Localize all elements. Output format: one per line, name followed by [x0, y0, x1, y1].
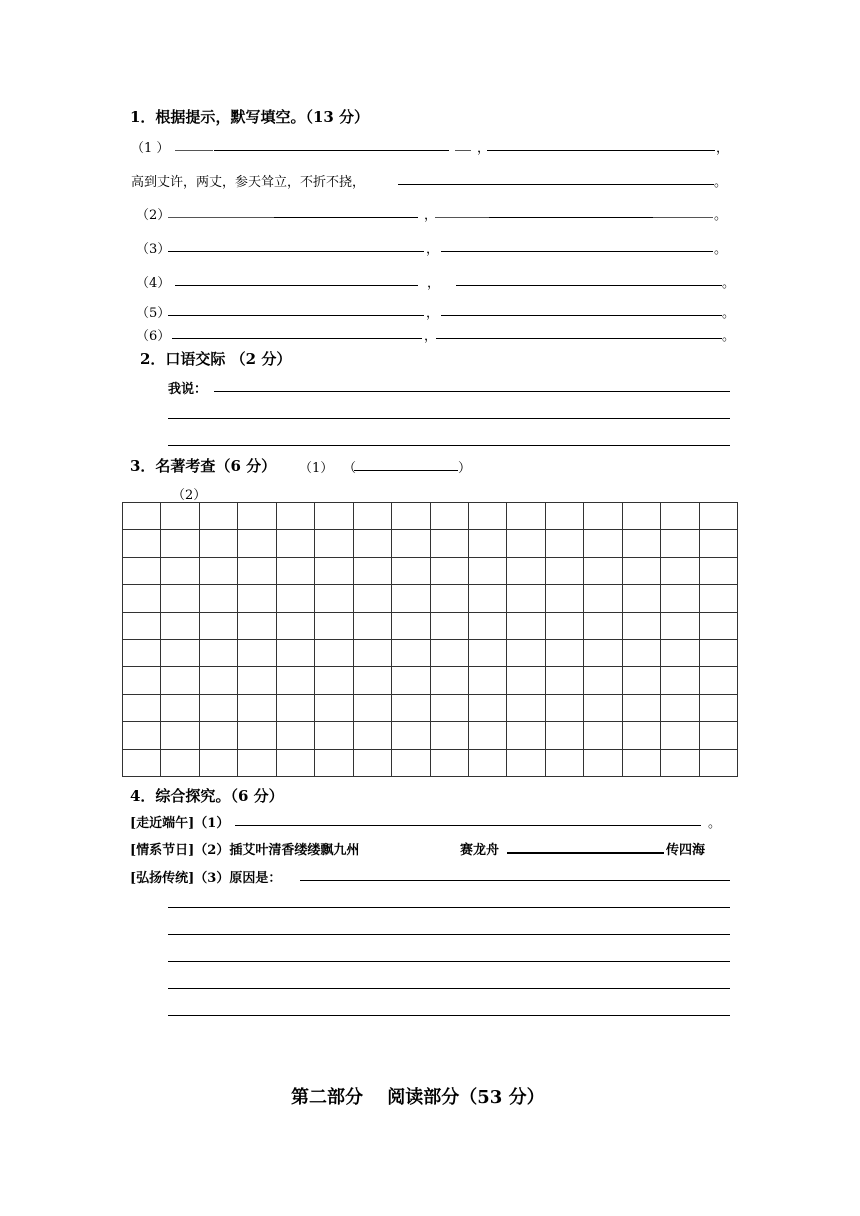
grid-cell[interactable]: [584, 503, 622, 530]
q1-item-6-blank-b[interactable]: [436, 338, 722, 339]
q2-prompt: 我说：: [168, 382, 208, 397]
grid-row: [123, 694, 738, 721]
grid-cell[interactable]: [199, 667, 237, 694]
grid-cell[interactable]: [276, 722, 314, 749]
grid-cell[interactable]: [507, 612, 545, 639]
q2-answer-line-1[interactable]: [214, 391, 730, 392]
grid-cell[interactable]: [161, 749, 199, 776]
grid-cell[interactable]: [545, 722, 583, 749]
grid-cell[interactable]: [430, 557, 468, 584]
grid-cell[interactable]: [315, 639, 353, 666]
q1-item-3-blank-b[interactable]: [441, 251, 713, 252]
period: 。: [714, 208, 728, 223]
grid-cell[interactable]: [353, 749, 391, 776]
comma: ，: [424, 329, 438, 344]
grid-cell[interactable]: [315, 694, 353, 721]
grid-cell[interactable]: [392, 667, 430, 694]
grid-cell[interactable]: [315, 749, 353, 776]
grid-cell[interactable]: [276, 530, 314, 557]
grid-cell[interactable]: [161, 667, 199, 694]
q1-item-2-blank-d[interactable]: [489, 217, 653, 218]
grid-cell[interactable]: [545, 585, 583, 612]
q2-answer-line-3[interactable]: [168, 445, 730, 446]
grid-cell[interactable]: [622, 612, 660, 639]
grid-cell[interactable]: [276, 639, 314, 666]
grid-cell[interactable]: [238, 722, 276, 749]
part2-title: 第二部分 阅读部分（53 分）: [291, 1087, 545, 1108]
grid-cell[interactable]: [622, 557, 660, 584]
grid-cell[interactable]: [584, 612, 622, 639]
grid-cell[interactable]: [238, 503, 276, 530]
grid-cell[interactable]: [507, 694, 545, 721]
q4-row3-label: [弘扬传统]（3）原因是：: [130, 871, 282, 886]
q4-answer-line-2[interactable]: [168, 934, 730, 935]
grid-cell[interactable]: [392, 612, 430, 639]
grid-cell[interactable]: [507, 585, 545, 612]
grid-row: [123, 557, 738, 584]
grid-cell[interactable]: [353, 639, 391, 666]
grid-cell[interactable]: [661, 530, 699, 557]
grid-cell[interactable]: [238, 639, 276, 666]
grid-cell[interactable]: [315, 503, 353, 530]
grid-cell[interactable]: [276, 667, 314, 694]
q4-row2-blank[interactable]: [507, 852, 664, 854]
q1-item-4-blank-b[interactable]: [456, 285, 722, 286]
q3-paren-open: （: [343, 461, 357, 476]
q1-title: 1．根据提示，默写填空。（13 分）: [130, 108, 370, 126]
grid-cell[interactable]: [468, 503, 506, 530]
grid-cell[interactable]: [123, 639, 161, 666]
grid-cell[interactable]: [161, 503, 199, 530]
grid-cell[interactable]: [199, 749, 237, 776]
q1-item-2-label: （2）: [136, 208, 171, 223]
q4-row2-end: 传四海: [666, 843, 706, 858]
grid-cell[interactable]: [276, 557, 314, 584]
grid-cell[interactable]: [199, 639, 237, 666]
q1-item-4-label: （4）: [136, 276, 171, 291]
grid-cell[interactable]: [392, 722, 430, 749]
grid-cell[interactable]: [315, 722, 353, 749]
q4-answer-line-3[interactable]: [168, 961, 730, 962]
grid-row: [123, 503, 738, 530]
grid-cell[interactable]: [315, 612, 353, 639]
grid-row: [123, 722, 738, 749]
q1-item-1-blank-a[interactable]: [175, 150, 213, 151]
grid-cell[interactable]: [123, 722, 161, 749]
grid-cell[interactable]: [545, 612, 583, 639]
q2-answer-line-2[interactable]: [168, 418, 730, 419]
grid-cell[interactable]: [545, 694, 583, 721]
comma: ，: [427, 276, 441, 291]
grid-cell[interactable]: [199, 557, 237, 584]
grid-cell[interactable]: [468, 557, 506, 584]
grid-cell[interactable]: [468, 694, 506, 721]
period: 。: [714, 175, 728, 190]
q1-item-2-blank-a[interactable]: [168, 217, 274, 218]
grid-cell[interactable]: [353, 530, 391, 557]
q4-answer-line-4[interactable]: [168, 988, 730, 989]
grid-cell[interactable]: [430, 585, 468, 612]
grid-row: [123, 639, 738, 666]
grid-cell[interactable]: [238, 667, 276, 694]
q4-row2-label: [情系节日]（2）插艾叶清香缕缕飘九州: [130, 843, 360, 858]
q1-item-6-blank-a[interactable]: [172, 338, 422, 339]
grid-cell[interactable]: [622, 639, 660, 666]
grid-cell[interactable]: [276, 612, 314, 639]
grid-row: [123, 585, 738, 612]
grid-cell[interactable]: [161, 722, 199, 749]
q1-hint-text: 高到丈许，两丈，参天耸立，不折不挠，: [131, 175, 366, 190]
grid-cell[interactable]: [661, 612, 699, 639]
grid-cell[interactable]: [545, 557, 583, 584]
grid-cell[interactable]: [161, 639, 199, 666]
grid-cell[interactable]: [430, 694, 468, 721]
q4-answer-line-1[interactable]: [168, 907, 730, 908]
grid-cell[interactable]: [622, 749, 660, 776]
q3-part2-label: （2）: [172, 488, 207, 503]
grid-cell[interactable]: [238, 612, 276, 639]
grid-cell[interactable]: [161, 612, 199, 639]
grid-cell[interactable]: [699, 749, 737, 776]
grid-cell[interactable]: [699, 503, 737, 530]
comma: ，: [424, 208, 438, 223]
grid-cell[interactable]: [622, 503, 660, 530]
grid-cell[interactable]: [315, 585, 353, 612]
grid-cell[interactable]: [123, 503, 161, 530]
grid-cell[interactable]: [276, 585, 314, 612]
grid-cell[interactable]: [123, 667, 161, 694]
grid-cell[interactable]: [507, 557, 545, 584]
grid-cell[interactable]: [622, 530, 660, 557]
comma: ，: [716, 141, 730, 156]
grid-cell[interactable]: [468, 612, 506, 639]
grid-cell[interactable]: [584, 557, 622, 584]
grid-cell[interactable]: [123, 585, 161, 612]
grid-cell[interactable]: [661, 667, 699, 694]
grid-cell[interactable]: [430, 722, 468, 749]
period: 。: [708, 816, 722, 831]
grid-cell[interactable]: [545, 503, 583, 530]
grid-cell[interactable]: [430, 667, 468, 694]
q1-item-1-blank-c[interactable]: [455, 150, 471, 151]
q1-item-1-label: （1 ）: [131, 141, 170, 156]
grid-cell[interactable]: [661, 722, 699, 749]
q4-title: 4．综合探究。（6 分）: [130, 787, 284, 805]
q1-item-3-label: （3）: [136, 242, 171, 257]
grid-cell[interactable]: [545, 639, 583, 666]
q2-title: 2．口语交际 （2 分）: [140, 350, 292, 368]
grid-cell[interactable]: [699, 530, 737, 557]
grid-cell[interactable]: [238, 557, 276, 584]
grid-cell[interactable]: [430, 639, 468, 666]
grid-cell[interactable]: [276, 749, 314, 776]
grid-cell[interactable]: [238, 749, 276, 776]
grid-cell[interactable]: [507, 667, 545, 694]
q4-row1-blank[interactable]: [235, 825, 701, 826]
q1-item-1-blank-d[interactable]: [487, 150, 715, 151]
grid-cell[interactable]: [507, 722, 545, 749]
grid-cell[interactable]: [161, 694, 199, 721]
grid-cell[interactable]: [123, 557, 161, 584]
grid-cell[interactable]: [699, 694, 737, 721]
grid-cell[interactable]: [584, 639, 622, 666]
grid-cell[interactable]: [238, 694, 276, 721]
grid-cell[interactable]: [545, 530, 583, 557]
grid-cell[interactable]: [199, 503, 237, 530]
grid-cell[interactable]: [353, 694, 391, 721]
grid-row: [123, 667, 738, 694]
grid-cell[interactable]: [392, 503, 430, 530]
grid-cell[interactable]: [584, 722, 622, 749]
grid-cell[interactable]: [699, 557, 737, 584]
grid-cell[interactable]: [661, 585, 699, 612]
grid-cell[interactable]: [622, 722, 660, 749]
q4-row2-mid: 赛龙舟: [460, 843, 500, 858]
grid-cell[interactable]: [661, 557, 699, 584]
grid-cell[interactable]: [584, 530, 622, 557]
q3-paren-close: ）: [458, 461, 472, 476]
grid-cell[interactable]: [545, 749, 583, 776]
grid-cell[interactable]: [661, 749, 699, 776]
grid-cell[interactable]: [392, 585, 430, 612]
grid-cell[interactable]: [276, 694, 314, 721]
grid-cell[interactable]: [353, 612, 391, 639]
grid-cell[interactable]: [430, 530, 468, 557]
grid-cell[interactable]: [161, 585, 199, 612]
q3-part1-blank[interactable]: [354, 470, 458, 471]
grid-cell[interactable]: [353, 557, 391, 584]
grid-cell[interactable]: [622, 694, 660, 721]
grid-cell[interactable]: [661, 694, 699, 721]
grid-cell[interactable]: [353, 585, 391, 612]
grid-cell[interactable]: [507, 503, 545, 530]
period: 。: [722, 329, 736, 344]
grid-cell[interactable]: [699, 585, 737, 612]
grid-cell[interactable]: [392, 694, 430, 721]
grid-cell[interactable]: [353, 503, 391, 530]
q3-part1-label: （1）: [299, 461, 334, 476]
grid-cell[interactable]: [315, 557, 353, 584]
grid-cell[interactable]: [699, 667, 737, 694]
grid-cell[interactable]: [123, 612, 161, 639]
period: 。: [714, 242, 728, 257]
grid-cell[interactable]: [661, 639, 699, 666]
grid-row: [123, 749, 738, 776]
q1-item-2-blank-b[interactable]: [274, 217, 418, 218]
comma: ，: [477, 141, 491, 156]
grid-cell[interactable]: [353, 667, 391, 694]
grid-cell[interactable]: [392, 530, 430, 557]
grid-cell[interactable]: [699, 612, 737, 639]
grid-cell[interactable]: [468, 639, 506, 666]
grid-cell[interactable]: [699, 722, 737, 749]
grid-cell[interactable]: [392, 639, 430, 666]
grid-cell[interactable]: [123, 749, 161, 776]
grid-cell[interactable]: [430, 749, 468, 776]
grid-cell[interactable]: [468, 749, 506, 776]
grid-cell[interactable]: [315, 667, 353, 694]
q3-title: 3．名著考查（6 分）: [130, 457, 277, 475]
grid-cell[interactable]: [661, 503, 699, 530]
grid-cell[interactable]: [507, 530, 545, 557]
q1-item-6-label: （6）: [136, 329, 171, 344]
q1-item-5-label: （5）: [136, 306, 171, 321]
grid-cell[interactable]: [199, 530, 237, 557]
grid-cell[interactable]: [199, 585, 237, 612]
q1-hint-blank[interactable]: [398, 184, 714, 185]
grid-cell[interactable]: [622, 585, 660, 612]
grid-cell[interactable]: [315, 530, 353, 557]
comma: ，: [426, 242, 440, 257]
grid-cell[interactable]: [199, 612, 237, 639]
grid-cell[interactable]: [584, 694, 622, 721]
grid-cell[interactable]: [584, 749, 622, 776]
grid-cell[interactable]: [353, 722, 391, 749]
q1-item-4-blank-a[interactable]: [175, 285, 418, 286]
grid-cell[interactable]: [468, 722, 506, 749]
grid-row: [123, 530, 738, 557]
grid-cell[interactable]: [123, 530, 161, 557]
grid-cell[interactable]: [199, 722, 237, 749]
grid-cell[interactable]: [161, 557, 199, 584]
grid-cell[interactable]: [699, 639, 737, 666]
grid-row: [123, 612, 738, 639]
q1-item-2-blank-c[interactable]: [435, 217, 489, 218]
grid-cell[interactable]: [123, 694, 161, 721]
grid-cell[interactable]: [161, 530, 199, 557]
q4-row3-blank[interactable]: [300, 880, 730, 881]
grid-cell[interactable]: [468, 585, 506, 612]
writing-grid: [122, 502, 738, 777]
grid-cell[interactable]: [238, 585, 276, 612]
comma: ，: [426, 306, 440, 321]
grid-cell[interactable]: [622, 667, 660, 694]
grid-cell[interactable]: [468, 667, 506, 694]
grid-cell[interactable]: [507, 749, 545, 776]
grid-cell[interactable]: [276, 503, 314, 530]
grid-cell[interactable]: [584, 667, 622, 694]
grid-cell[interactable]: [238, 530, 276, 557]
grid-cell[interactable]: [392, 557, 430, 584]
q4-answer-line-5[interactable]: [168, 1015, 730, 1016]
grid-cell[interactable]: [392, 749, 430, 776]
grid-cell[interactable]: [430, 503, 468, 530]
grid-cell[interactable]: [584, 585, 622, 612]
grid-cell[interactable]: [430, 612, 468, 639]
grid-cell[interactable]: [545, 667, 583, 694]
q1-item-3-blank-a[interactable]: [168, 251, 424, 252]
q4-row1-label: [走近端午]（1）: [130, 816, 230, 831]
q1-item-5-blank-a[interactable]: [168, 315, 424, 316]
q1-item-2-blank-e[interactable]: [653, 217, 713, 218]
grid-cell[interactable]: [507, 639, 545, 666]
q1-item-1-blank-b[interactable]: [214, 150, 449, 151]
grid-cell[interactable]: [199, 694, 237, 721]
grid-cell[interactable]: [468, 530, 506, 557]
period: 。: [722, 306, 736, 321]
period: 。: [722, 276, 736, 291]
q1-item-5-blank-b[interactable]: [441, 315, 722, 316]
